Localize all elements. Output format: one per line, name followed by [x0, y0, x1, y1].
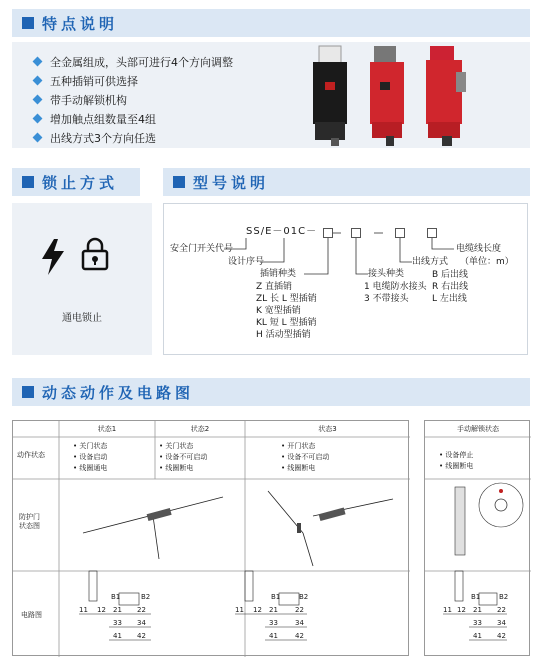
model-code: SS/E－01C－ — [246, 226, 318, 237]
circuit-label: 42 — [497, 632, 506, 640]
circuit-label: B2 — [299, 593, 309, 601]
key-item: ZL 长 L 型插销 — [256, 294, 317, 304]
header-square-icon — [22, 386, 34, 398]
model-title: 型号说明 — [193, 173, 270, 192]
circuit-label: 42 — [137, 632, 146, 640]
circuit-label: 42 — [295, 632, 304, 640]
label-design: 设计序号 — [228, 257, 265, 267]
header-square-icon — [22, 17, 34, 29]
model-leader-lines — [164, 204, 529, 356]
circuit-label: B1 — [111, 593, 121, 601]
circuit-label: B2 — [499, 593, 509, 601]
circuit-label: 41 — [473, 632, 482, 640]
conn-item: 3 不带接头 — [364, 294, 409, 304]
lock-label: 通电锁止 — [62, 313, 102, 324]
label-series: 安全门开关代号 — [170, 244, 234, 254]
lightning-icon — [40, 239, 66, 275]
manual-item: • 设备停止 — [439, 451, 473, 460]
circuit-label: 33 — [473, 619, 482, 627]
label-conn-type: 接头种类 — [368, 269, 405, 279]
state-title: 状态1 — [97, 425, 117, 433]
outlet-item: R 右出线 — [432, 282, 469, 292]
state-item: • 线圈断电 — [281, 464, 315, 473]
state-item: • 线圈通电 — [73, 464, 107, 473]
circuit-label: 11 — [79, 606, 88, 614]
circuit-label: 22 — [137, 606, 146, 614]
circuit-label: B1 — [471, 593, 481, 601]
outlet-item: L 左出线 — [432, 294, 467, 304]
row-label-circuit: 电路图 — [21, 611, 42, 619]
circuit-label: 41 — [113, 632, 122, 640]
conn-item: 1 电缆防水接头 — [364, 282, 427, 292]
circuit-label: B2 — [141, 593, 151, 601]
diamond-bullet-icon — [33, 95, 43, 105]
diamond-bullet-icon — [33, 133, 43, 143]
label-cable: 电缆线长度 — [456, 244, 502, 254]
outlet-item: B 后出线 — [432, 270, 469, 280]
feature-list — [34, 52, 233, 147]
manual-table — [424, 420, 530, 656]
list-item: 带手动解锁机构 — [34, 90, 233, 109]
product-image-red-2 — [418, 42, 478, 148]
product-image-black — [305, 42, 360, 148]
state-title: 状态3 — [318, 425, 337, 433]
label-outlet: 出线方式 — [412, 257, 449, 267]
features-header — [12, 9, 530, 37]
state-item: • 设备不可启动 — [159, 453, 207, 462]
key-item: H 活动型插销 — [256, 330, 311, 340]
lock-title: 锁止方式 — [42, 173, 119, 192]
circuit-label: 21 — [269, 606, 278, 614]
state-item: • 设备启动 — [73, 453, 107, 462]
key-item: Z 直插销 — [256, 282, 293, 292]
state-item: • 开门状态 — [281, 442, 315, 451]
row-label-action: 动作状态 — [17, 451, 45, 459]
diamond-bullet-icon — [33, 114, 43, 124]
circuit-label: 34 — [497, 619, 506, 627]
state-item: • 设备不可启动 — [281, 453, 329, 462]
product-image-red-1 — [362, 42, 417, 148]
model-box-key — [323, 228, 333, 238]
circuit-label: 21 — [113, 606, 122, 614]
diamond-bullet-icon — [33, 57, 43, 67]
circuit-label: 33 — [269, 619, 278, 627]
state-item: • 线圈断电 — [159, 464, 193, 473]
state-title: 状态2 — [190, 425, 210, 433]
model-panel — [163, 203, 528, 355]
circuit-label: 12 — [97, 606, 106, 614]
padlock-icon — [80, 237, 110, 271]
key-item: K 宽型插销 — [256, 306, 301, 316]
label-cable-unit: （单位：m） — [460, 257, 514, 267]
row-label-door: 防护门 状态图 — [19, 513, 40, 530]
header-square-icon — [22, 176, 34, 188]
circuit-label: B1 — [271, 593, 281, 601]
model-header — [163, 168, 530, 196]
circuit-label: 11 — [443, 606, 452, 614]
state-item: • 关门状态 — [159, 442, 193, 451]
key-item: KL 短 L 型插销 — [256, 318, 317, 328]
list-item: 增加触点组数量至4组 — [34, 109, 233, 128]
dynamic-header — [12, 378, 530, 406]
circuit-label: 21 — [473, 606, 482, 614]
features-title: 特点说明 — [42, 14, 119, 33]
state-table — [12, 420, 409, 656]
circuit-label: 41 — [269, 632, 278, 640]
circuit-label: 34 — [137, 619, 146, 627]
label-key-type: 插销种类 — [260, 269, 297, 279]
lock-header — [12, 168, 140, 196]
dynamic-title: 动态动作及电路图 — [42, 383, 195, 402]
circuit-label: 33 — [113, 619, 122, 627]
diamond-bullet-icon — [33, 76, 43, 86]
model-box-cable — [427, 228, 437, 238]
lock-panel — [12, 203, 152, 355]
manual-title: 手动解锁状态 — [457, 425, 499, 433]
model-box-conn — [351, 228, 361, 238]
circuit-label: 11 — [235, 606, 244, 614]
circuit-label: 22 — [295, 606, 304, 614]
header-square-icon — [173, 176, 185, 188]
circuit-label: 12 — [457, 606, 466, 614]
list-item: 全金属组成，头部可进行4个方向调整 — [34, 52, 233, 71]
list-item: 五种插销可供选择 — [34, 71, 233, 90]
model-box-outlet — [395, 228, 405, 238]
circuit-label: 22 — [497, 606, 506, 614]
circuit-label: 12 — [253, 606, 262, 614]
manual-item: • 线圈断电 — [439, 462, 473, 471]
circuit-label: 34 — [295, 619, 304, 627]
list-item: 出线方式3个方向任选 — [34, 128, 233, 147]
state-item: • 关门状态 — [73, 442, 107, 451]
